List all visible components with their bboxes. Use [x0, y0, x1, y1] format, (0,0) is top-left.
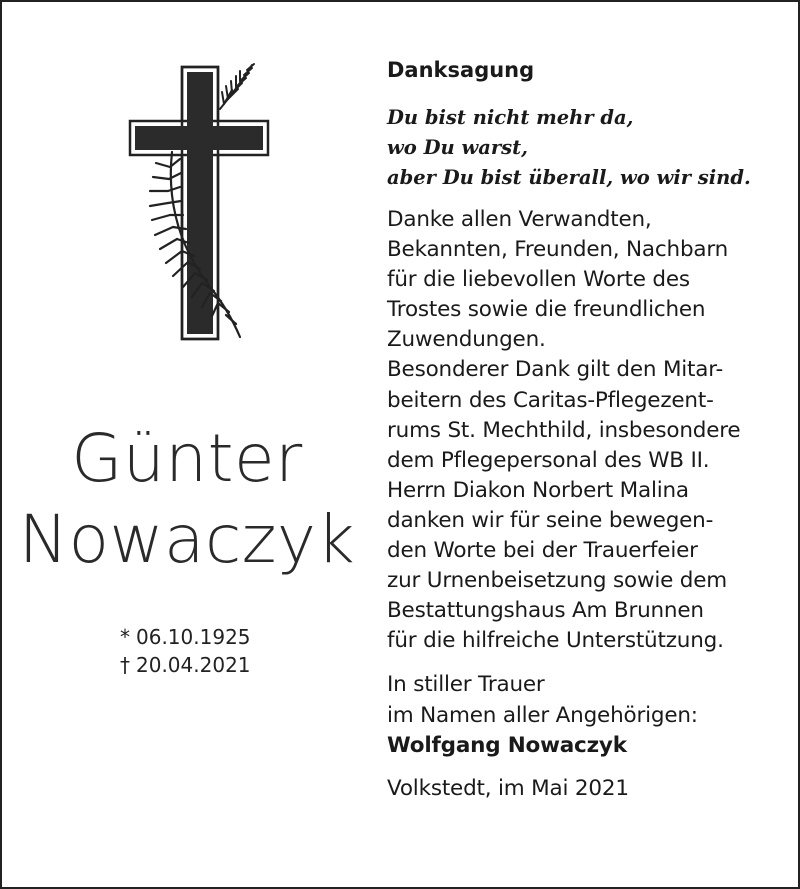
- deceased-first-name: Günter: [71, 420, 303, 497]
- right-column: [387, 56, 787, 818]
- text-line: danken wir für seine bewegen-: [387, 507, 714, 533]
- verse: [387, 103, 787, 193]
- birth-symbol: *: [120, 625, 130, 649]
- text-line: Herrn Diakon Norbert Malina: [387, 477, 689, 503]
- death-row: [114, 651, 314, 679]
- cross-with-palm-branch-icon: [120, 57, 280, 347]
- signature: Wolfgang Nowaczyk: [387, 732, 627, 758]
- text-line: für die hilfreiche Unterstützung.: [387, 628, 724, 654]
- death-date: 20.04.2021: [136, 653, 251, 677]
- death-symbol: †: [120, 653, 130, 677]
- text-line: Besonderer Dank gilt den Mitar-: [387, 357, 724, 383]
- place-date: Volkstedt, im Mai 2021: [387, 775, 629, 801]
- closing-line: In stiller Trauer: [387, 672, 545, 698]
- text-line: Bekannten, Freunden, Nachbarn: [387, 237, 729, 263]
- closing-line: im Namen aller Angehörigen:: [387, 702, 698, 728]
- closing: [387, 670, 787, 803]
- text-line: Bestattungshaus Am Brunnen: [387, 598, 704, 624]
- text-line: dem Pflegepersonal des WB II.: [387, 447, 710, 473]
- verse-line: aber Du bist überall, wo wir sind.: [387, 166, 751, 189]
- notice-heading: Danksagung: [387, 58, 535, 82]
- text-line: zur Urnenbeisetzung sowie dem: [387, 568, 727, 594]
- thanks-text: [387, 205, 787, 656]
- text-line: den Worte bei der Trauerfeier: [387, 538, 698, 564]
- text-line: rums St. Mechthild, insbesondere: [387, 417, 741, 443]
- left-column: [2, 2, 372, 887]
- text-line: Danke allen Verwandten,: [387, 207, 652, 232]
- birth-date: 06.10.1925: [136, 625, 251, 649]
- text-line: Zuwendungen.: [387, 327, 546, 353]
- text-line: für die liebevollen Worte des: [387, 267, 690, 293]
- verse-line: wo Du warst,: [387, 136, 528, 159]
- text-line: Trostes sowie die freundlichen: [387, 297, 706, 323]
- life-dates: [114, 623, 314, 679]
- deceased-last-name: Nowaczyk: [18, 501, 356, 578]
- text-line: beitern des Caritas-Pflegezent-: [387, 387, 714, 413]
- birth-row: [114, 623, 314, 651]
- verse-line: Du bist nicht mehr da,: [387, 106, 634, 129]
